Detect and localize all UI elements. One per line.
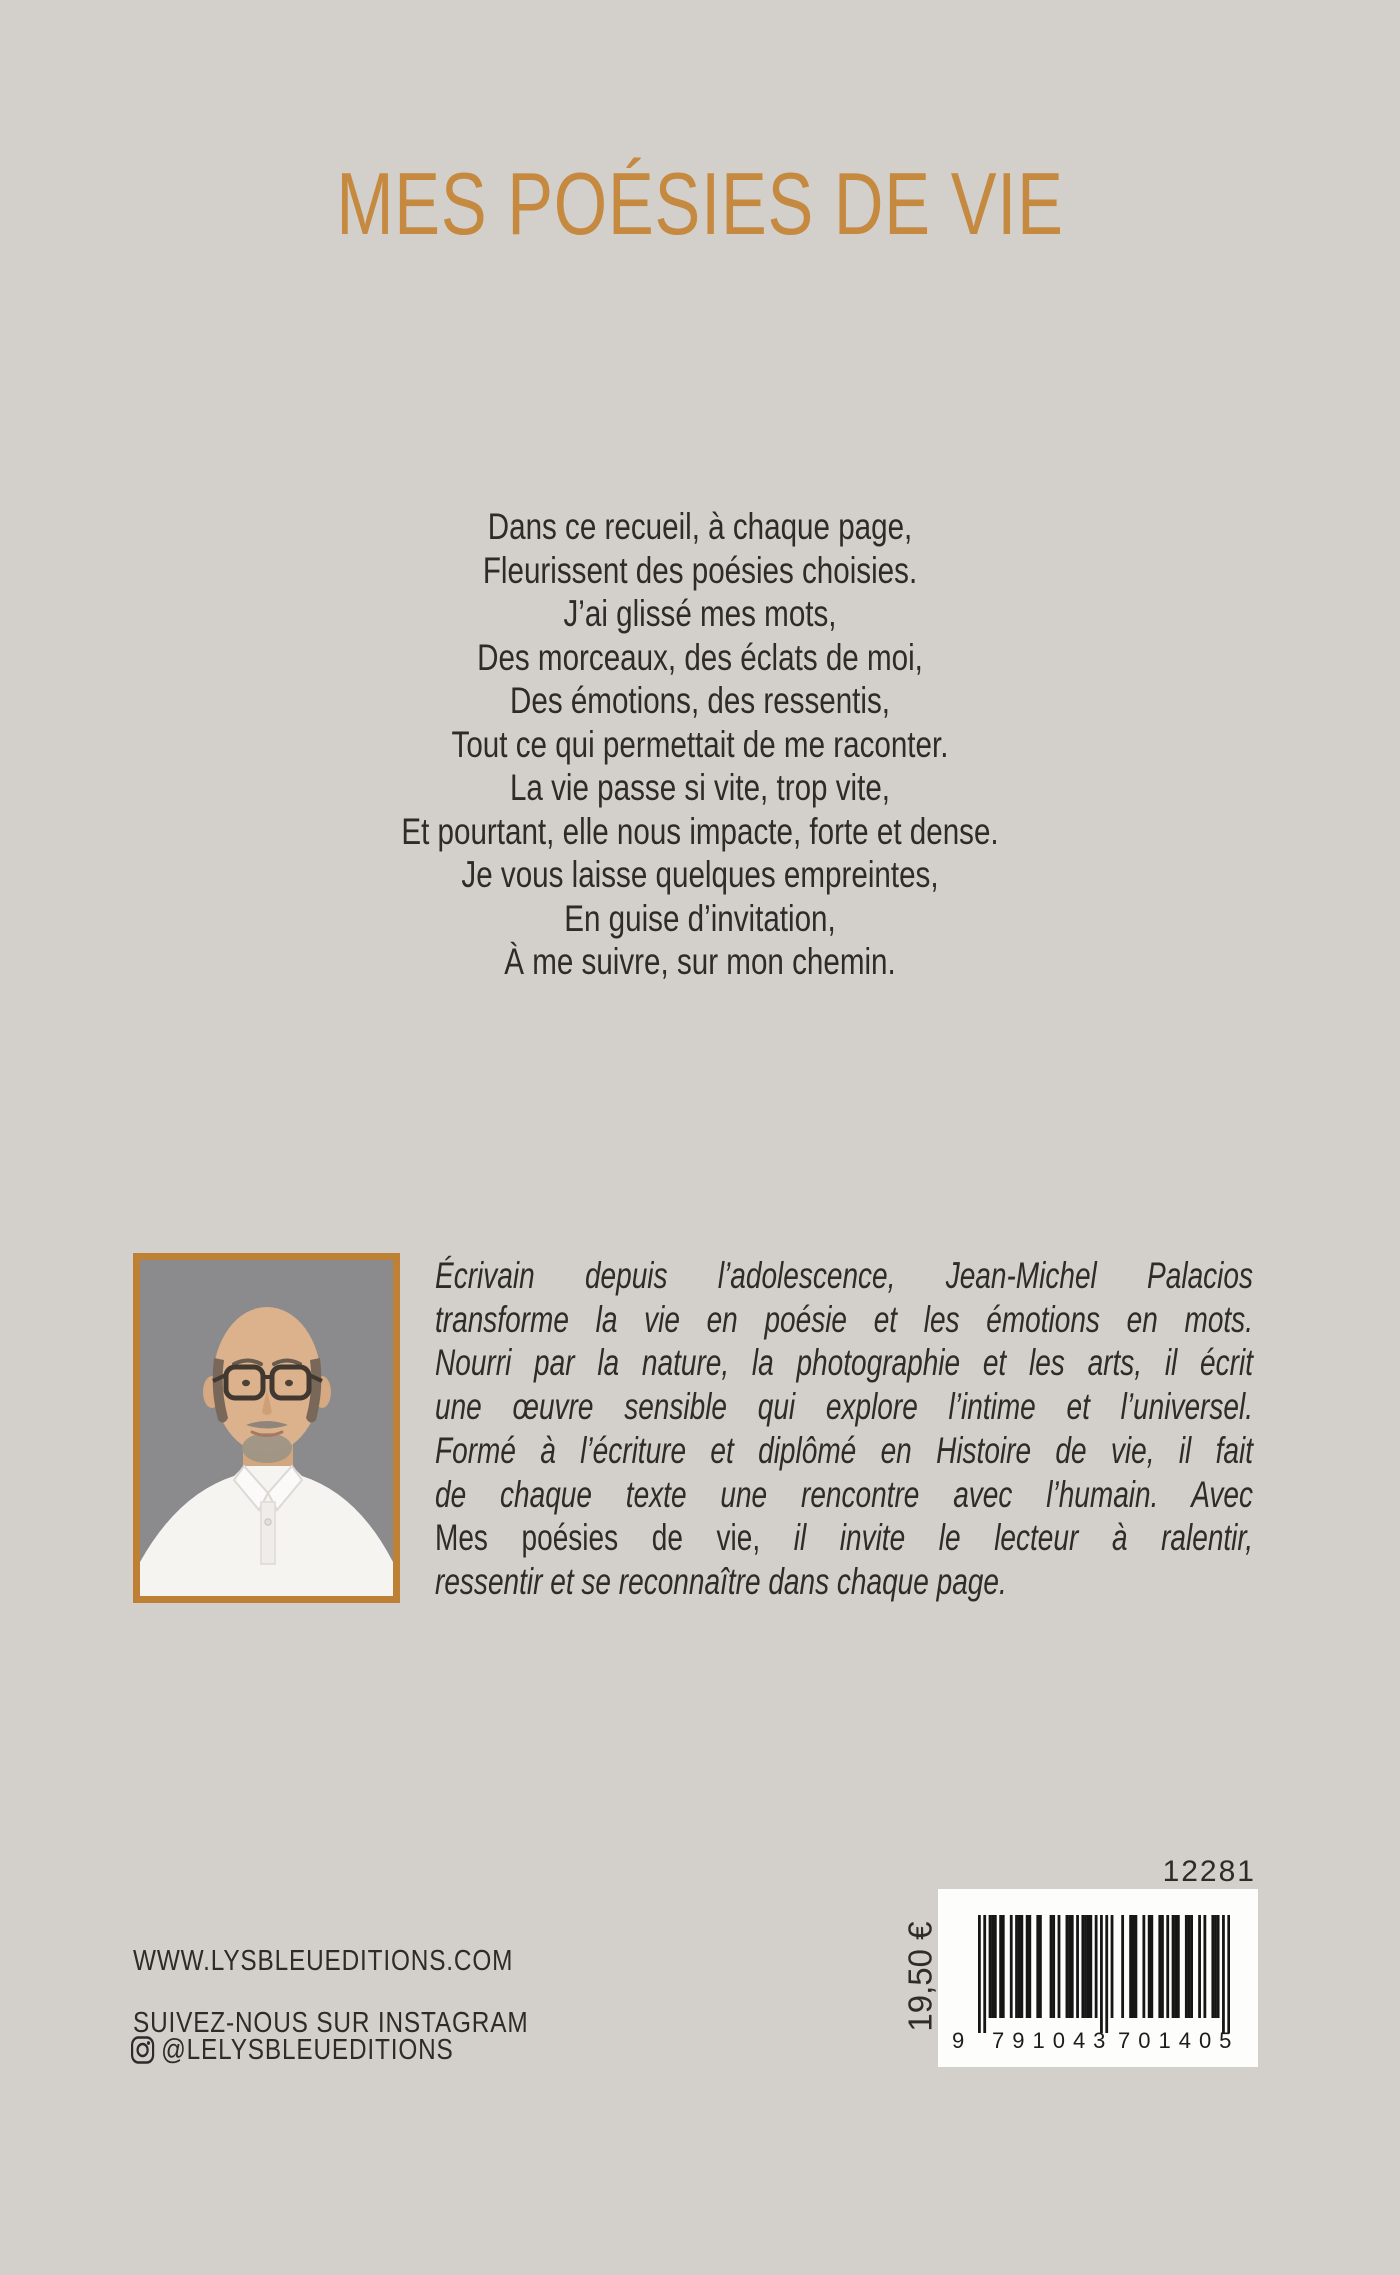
- bio-line: Formé à l’écriture et diplômé en Histoire de vie, il fait: [435, 1429, 1253, 1471]
- poem-line: Des morceaux, des éclats de moi,: [477, 636, 923, 678]
- instagram-handle-row: [130, 2033, 454, 2067]
- poem-line: J’ai glissé mes mots,: [563, 593, 837, 634]
- bio-line: ressentir et se reconnaître dans chaque page.: [435, 1560, 1007, 1602]
- bio-line: de chaque texte une rencontre avec l’humain. Avec: [435, 1473, 1253, 1515]
- instagram-caption: SUIVEZ-NOUS SUR INSTAGRAM: [133, 2007, 529, 2039]
- instagram-icon: [130, 2035, 155, 2065]
- poem-line: Tout ce qui permettait de me raconter.: [451, 723, 949, 765]
- bio-line: transforme la vie en poésie et les émotions en mots.: [435, 1298, 1253, 1340]
- bio-line: une œuvre sensible qui explore l’intime et l’universel.: [435, 1386, 1253, 1428]
- bio-line: Écrivain depuis l’adolescence, Jean-Michel Palacios: [435, 1255, 1253, 1296]
- book-title: MES POÉSIES DE VIE: [336, 154, 1064, 253]
- poem-line: Dans ce recueil, à chaque page,: [487, 506, 913, 547]
- bio-line-continuation: il invite le lecteur à ralentir,: [760, 1517, 1253, 1559]
- barcode-digit-group: 701405: [1118, 2028, 1240, 2053]
- book-title-mention: Mes poésies de vie,: [435, 1517, 761, 1559]
- instagram-handle: @LELYSBLEUEDITIONS: [161, 2034, 454, 2066]
- bio-line: Nourri par la nature, la photographie et les arts, il écrit: [435, 1342, 1253, 1384]
- bio-line: [435, 1516, 1253, 1560]
- price-label: 19,50 €: [901, 1921, 939, 2032]
- poem-line: Des émotions, des ressentis,: [509, 680, 891, 721]
- barcode-bars: [978, 1915, 1230, 2033]
- poem-line: À me suivre, sur mon chemin.: [504, 941, 896, 982]
- publisher-website: WWW.LYSBLEUEDITIONS.COM: [133, 1945, 514, 1977]
- poem-line: Je vous laisse quelques empreintes,: [461, 854, 939, 895]
- barcode: [938, 1889, 1258, 2067]
- author-bio: [435, 1254, 1253, 1604]
- poem-line: La vie passe si vite, trop vite,: [509, 767, 891, 808]
- poem-block: [140, 505, 1260, 984]
- poem-line: Et pourtant, elle nous impacte, forte et dense.: [401, 810, 999, 852]
- author-photo: [133, 1253, 400, 1603]
- print-code: 12281: [1162, 1855, 1256, 1888]
- barcode-digit-group: 9: [952, 2028, 965, 2053]
- poem-line: Fleurissent des poésies choisies.: [482, 549, 918, 591]
- poem-line: En guise d’invitation,: [564, 897, 836, 939]
- author-portrait-illustration: [140, 1260, 393, 1596]
- barcode-digit-group: 791043: [992, 2028, 1114, 2053]
